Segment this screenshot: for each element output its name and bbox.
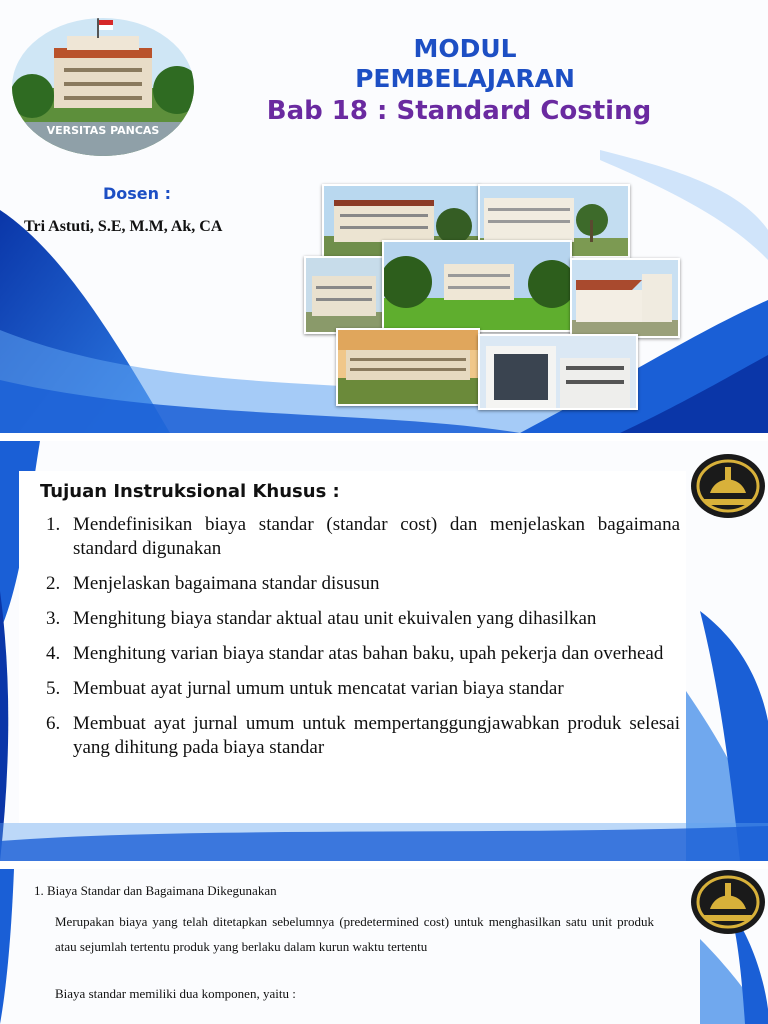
objective-number: 5.	[46, 678, 61, 699]
slide-separator	[0, 433, 768, 441]
title-line-2: PEMBELAJARAN	[355, 64, 575, 93]
objective-item	[46, 642, 680, 666]
objectives-heading: Tujuan Instruksional Khusus :	[40, 481, 340, 502]
chapter-subtitle: Bab 18 : Standard Costing	[266, 96, 652, 126]
objectives-list	[46, 513, 680, 771]
objective-text: Menghitung varian biaya standar atas bahan baku, upah pekerja dan overhead	[73, 643, 664, 664]
module-title	[300, 34, 630, 94]
campus-photo-6	[336, 328, 480, 406]
lecturer-name: Tri Astuti, S.E, M.M, Ak, CA	[24, 218, 223, 235]
content-slide	[0, 869, 768, 1024]
objective-number: 4.	[46, 643, 61, 664]
objective-text: Menjelaskan bagaimana standar disusun	[73, 573, 380, 594]
section-paragraph: Merupakan biaya yang telah ditetapkan sebelumnya (predetermined cost) untuk menghasilkan satu unit produk atau sejumlah tertentu produk yang berlaku dalam kurun waktu tertentu	[55, 914, 654, 954]
objective-item	[46, 572, 680, 596]
university-emblem	[690, 869, 766, 935]
objective-number: 1.	[46, 514, 61, 535]
title-line-1: MODUL	[413, 34, 517, 63]
objective-number: 2.	[46, 573, 61, 594]
section-heading: 1. Biaya Standar dan Bagaimana Dikegunakan	[34, 883, 277, 898]
objective-item	[46, 712, 680, 760]
slide-separator	[0, 861, 768, 869]
objective-number: 3.	[46, 608, 61, 629]
objective-item	[46, 607, 680, 631]
objective-text: Membuat ayat jurnal umum untuk mempertanggungjawabkan produk selesai yang dihitung pada biaya standar	[73, 713, 680, 758]
university-emblem	[690, 453, 766, 519]
objective-text: Mendefinisikan biaya standar (standar cost) dan menjelaskan bagaimana standard digunakan	[73, 514, 680, 559]
lecturer-label: Dosen :	[103, 184, 172, 203]
objective-item	[46, 677, 680, 701]
objective-number: 6.	[46, 713, 61, 734]
logo-text: VERSITAS PANCAS	[46, 124, 160, 137]
title-slide	[0, 0, 768, 433]
campus-photo-3	[304, 256, 384, 334]
objective-text: Menghitung biaya standar aktual atau unit ekuivalen yang dihasilkan	[73, 608, 597, 629]
objectives-slide	[0, 441, 768, 861]
objective-item	[46, 513, 680, 561]
objective-text: Membuat ayat jurnal umum untuk mencatat varian biaya standar	[73, 678, 564, 699]
campus-logo-photo	[12, 18, 194, 156]
campus-photo-5	[570, 258, 680, 338]
section-line: Biaya standar memiliki dua komponen, yaitu :	[55, 986, 296, 1001]
campus-photo-4	[382, 240, 572, 332]
campus-photo-7	[478, 334, 638, 410]
